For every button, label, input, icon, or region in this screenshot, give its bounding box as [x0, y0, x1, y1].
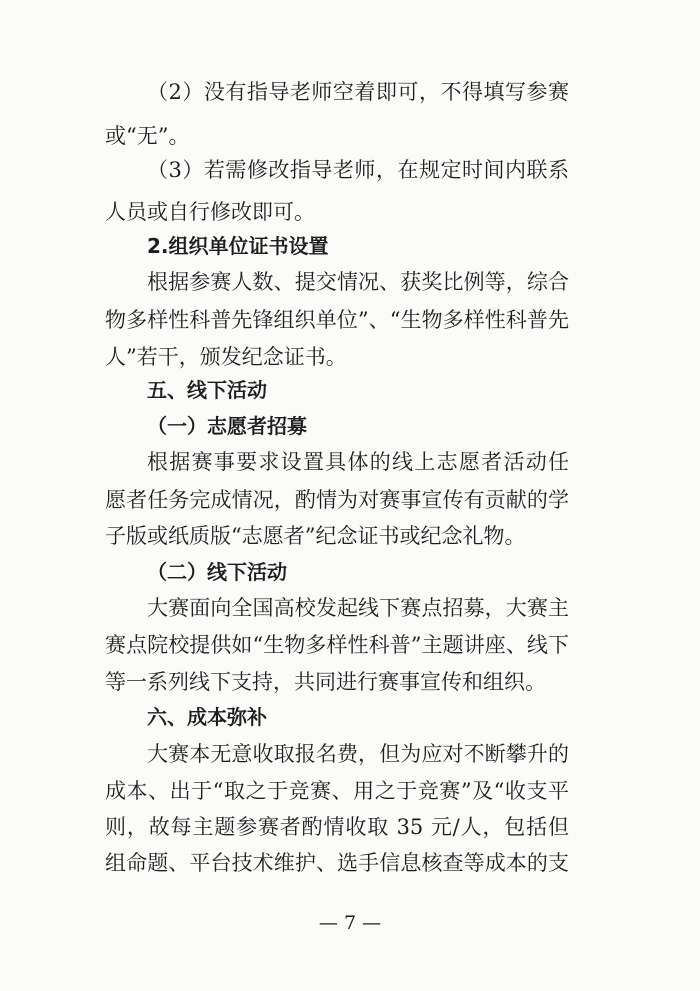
- section-heading: 2.组织单位证书设置: [147, 234, 329, 258]
- text-line: 等一系列线下支持，共同进行赛事宣传和组织。: [105, 670, 546, 694]
- text-line: 组命题、平台技术维护、选手信息核查等成本的支: [105, 851, 569, 875]
- text-line: 愿者任务完成情况，酌情为对赛事宣传有贡献的学: [105, 488, 569, 512]
- text-line: 物多样性科普先锋组织单位”、“生物多样性科普先: [105, 308, 569, 332]
- section-heading: （一）志愿者招募: [147, 414, 307, 438]
- text-line: 成本、出于“取之于竞赛、用之于竞赛”及“收支平: [105, 779, 569, 803]
- section-heading: （二）线下活动: [147, 560, 287, 584]
- text-line: 人员或自行修改即可。: [105, 200, 315, 224]
- text-line: 人”若干，颁发纪念证书。: [105, 345, 347, 369]
- text-line: （2）没有指导老师空着即可，不得填写参赛: [147, 80, 569, 104]
- text-line: 子版或纸质版“志愿者”纪念证书或纪念礼物。: [105, 524, 526, 548]
- section-heading: 五、线下活动: [147, 378, 267, 402]
- text-line: 赛点院校提供如“生物多样性科普”主题讲座、线下: [105, 633, 569, 657]
- text-line: 则，故每主题参赛者酌情收取 35 元/人，包括但: [105, 815, 569, 839]
- text-line: （3）若需修改指导老师，在规定时间内联系: [147, 158, 569, 182]
- page-number: — 7 —: [318, 912, 382, 934]
- text-line: 大赛本无意收取报名费，但为应对不断攀升的: [147, 742, 569, 766]
- text-line: 根据赛事要求设置具体的线上志愿者活动任: [147, 450, 569, 474]
- section-heading: 六、成本弥补: [147, 705, 267, 729]
- text-line: 或“无”。: [105, 124, 190, 148]
- text-line: 大赛面向全国高校发起线下赛点招募，大赛主: [147, 596, 569, 620]
- text-line: 根据参赛人数、提交情况、获奖比例等，综合: [147, 270, 569, 294]
